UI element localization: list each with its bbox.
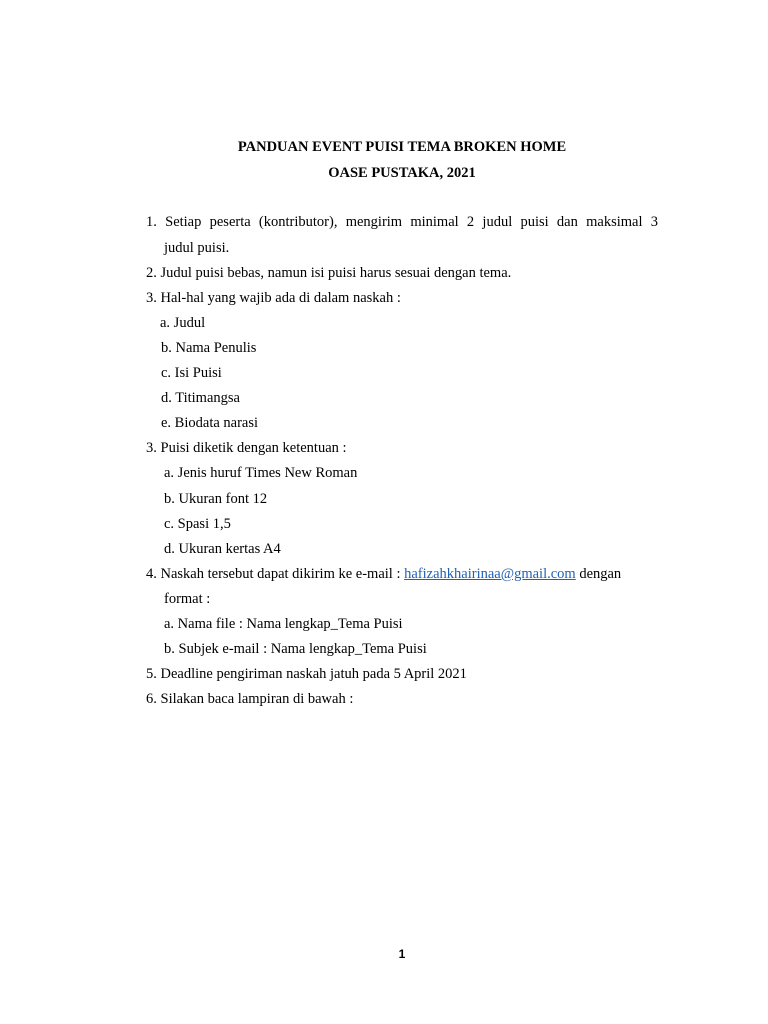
list-item-4 [146,565,621,583]
sub-item-titimangsa: d. Titimangsa [161,390,240,406]
list-item-6: 6. Silakan baca lampiran di bawah : [146,691,354,707]
sub-item-nama-file: a. Nama file : Nama lengkap_Tema Puisi [164,616,403,632]
list-item-3b: 3. Puisi diketik dengan ketentuan : [146,440,347,456]
list-item-1: 1. Setiap peserta (kontributor), mengirim minimal 2 judul puisi dan maksimal 3 [146,214,658,230]
document-subtitle: OASE PUSTAKA, 2021 [328,165,476,181]
list-item-1-continuation: judul puisi. [164,240,230,256]
sub-item-ukuran-font: b. Ukuran font 12 [164,491,268,507]
sub-item-subjek-email: b. Subjek e-mail : Nama lengkap_Tema Puisi [164,641,427,657]
list-item-4-text: 4. Naskah tersebut dapat dikirim ke e-mail : [146,566,405,582]
page-number: 1 [398,947,406,961]
list-item-4-continuation: format : [164,591,211,607]
sub-item-isi-puisi: c. Isi Puisi [161,365,222,381]
list-item-5: 5. Deadline pengiriman naskah jatuh pada 5 April 2021 [146,666,467,682]
list-item-4-suffix: dengan [575,566,622,582]
sub-item-biodata: e. Biodata narasi [161,415,259,431]
sub-item-ukuran-kertas: d. Ukuran kertas A4 [164,541,281,557]
sub-item-spasi: c. Spasi 1,5 [164,516,231,532]
list-item-2: 2. Judul puisi bebas, namun isi puisi harus sesuai dengan tema. [146,265,512,281]
sub-item-nama-penulis: b. Nama Penulis [161,340,257,356]
email-link[interactable]: hafizahkhairinaa@gmail.com [404,566,576,582]
sub-item-jenis-huruf: a. Jenis huruf Times New Roman [164,465,358,481]
list-item-3: 3. Hal-hal yang wajib ada di dalam naskah : [146,290,401,306]
document-title: PANDUAN EVENT PUISI TEMA BROKEN HOME [237,139,567,155]
sub-item-judul: a. Judul [160,315,206,331]
